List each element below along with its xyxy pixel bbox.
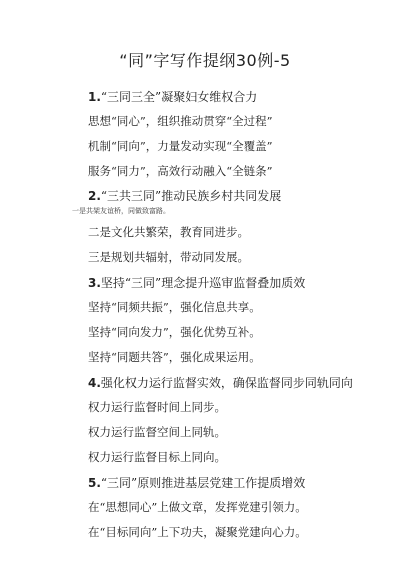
section-heading <box>88 374 353 391</box>
page-title: “同”字写作提纲30例-5 <box>119 51 291 70</box>
section-number: 4. <box>88 376 101 390</box>
list-item: 思想“同心”，组织推动贯穿“全过程” <box>88 114 273 128</box>
section-number: 3. <box>88 276 101 290</box>
list-item: 权力运行监督时间上同步。 <box>88 400 226 414</box>
list-item: 坚持“同频共振”，强化信息共享。 <box>88 300 261 314</box>
list-item: 服务“同力”，高效行动融入“全链条” <box>88 164 273 178</box>
section-number: 1. <box>88 90 101 104</box>
list-item: 机制“同向”，力量发动实现“全覆盖” <box>88 139 273 153</box>
section-heading-text: “三同三全”凝聚妇女维权合力 <box>100 90 258 104</box>
section-number: 5. <box>88 476 101 490</box>
section-heading <box>88 474 305 491</box>
section-heading <box>88 187 281 204</box>
section-heading-text: 强化权力运行监督实效，确保监督同步同轨同向 <box>100 376 353 390</box>
section-number: 2. <box>88 189 101 203</box>
list-item: 在“目标同向”上下功夫，凝聚党建向心力。 <box>88 525 307 539</box>
list-item: 权力运行监督目标上同向。 <box>88 450 226 464</box>
list-item: 二是文化共繁荣，教育同进步。 <box>88 225 249 239</box>
list-item: 三是规划共辐射，带动同发展。 <box>88 250 249 264</box>
section-heading-text: 坚持“三同”理念提升巡审监督叠加质效 <box>100 276 306 290</box>
list-item: 权力运行监督空间上同轨。 <box>88 425 226 439</box>
list-item: 坚持“同向发力”，强化优势互补。 <box>88 325 261 339</box>
section-heading <box>88 274 305 291</box>
small-note: 一是共架友谊桥，同做致富路。 <box>72 207 170 215</box>
section-heading-text: “三同”原则推进基层党建工作提质增效 <box>100 476 306 490</box>
section-heading <box>88 88 257 105</box>
section-heading-text: “三共三同”推动民族乡村共同发展 <box>100 189 282 203</box>
list-item: 在“思想同心”上做文章，发挥党建引领力。 <box>88 500 307 514</box>
list-item: 坚持“同题共答”，强化成果运用。 <box>88 350 261 364</box>
